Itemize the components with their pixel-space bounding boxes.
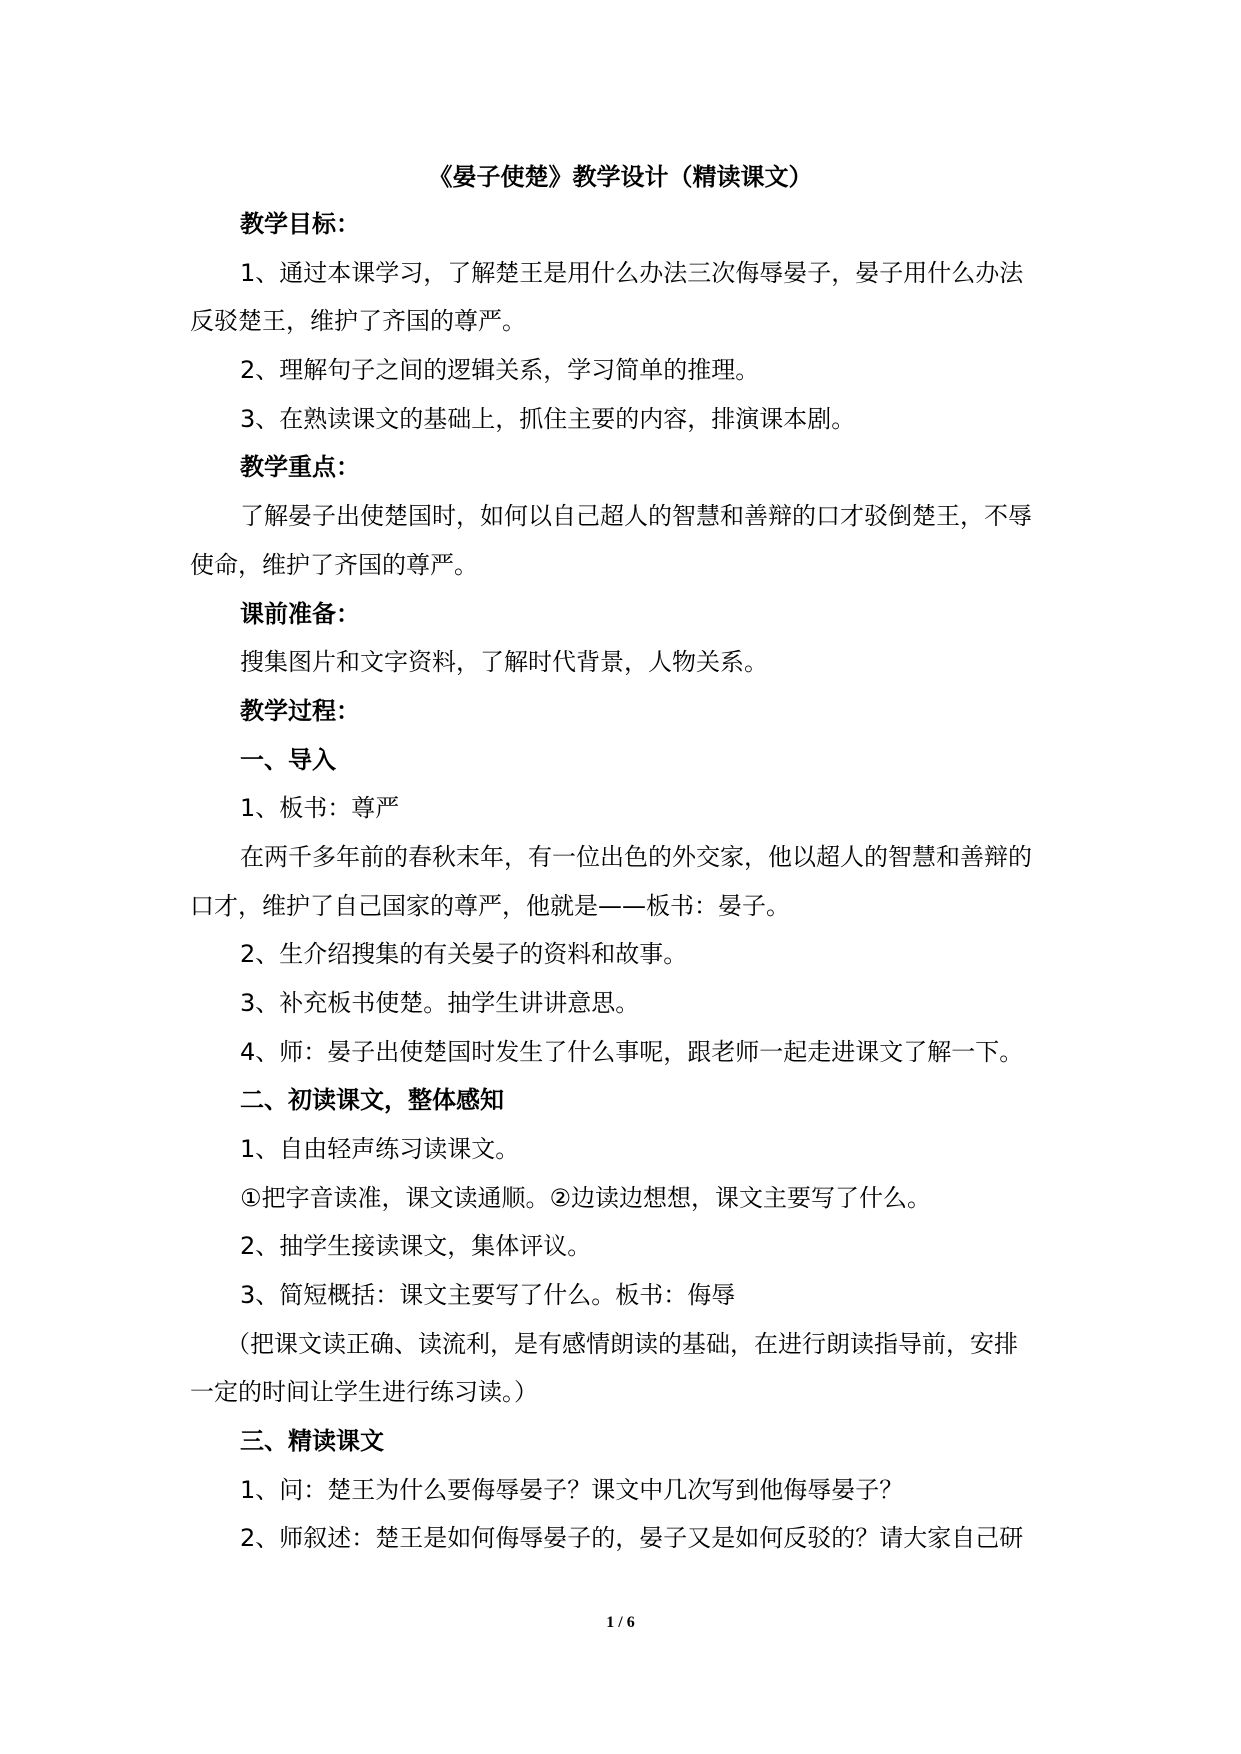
page-number: 1 / 6	[606, 1614, 635, 1631]
section-1-item-1: 1、板书：尊严	[240, 794, 400, 822]
section-2-item-1: 1、自由轻声练习读课文。	[240, 1135, 520, 1163]
section-1-item-2: 2、生介绍搜集的有关晏子的资料和故事。	[240, 940, 688, 968]
section-3-item-2: 2、师叙述：楚王是如何侮辱晏子的，晏子又是如何反驳的？请大家自己研	[240, 1524, 1024, 1552]
section-1-paragraph-line-2: 口才，维护了自己国家的尊严，他就是——板书：晏子。	[190, 892, 790, 920]
goal-2: 2、理解句子之间的逻辑关系，学习简单的推理。	[240, 356, 760, 384]
heading-teaching-process: 教学过程：	[240, 697, 360, 725]
section-2-heading: 二、初读课文，整体感知	[240, 1086, 504, 1114]
section-2-item-3: 3、简短概括：课文主要写了什么。板书：侮辱	[240, 1281, 736, 1309]
section-3-item-1: 1、问：楚王为什么要侮辱晏子？课文中几次写到他侮辱晏子？	[240, 1476, 904, 1504]
section-2-item-2: 2、抽学生接读课文，集体评议。	[240, 1232, 592, 1260]
section-1-item-4: 4、师：晏子出使楚国时发生了什么事呢，跟老师一起走进课文了解一下。	[240, 1038, 1024, 1066]
section-1-paragraph-line-1: 在两千多年前的春秋末年，有一位出色的外交家，他以超人的智慧和善辩的	[240, 843, 1032, 871]
section-1-item-3: 3、补充板书使楚。抽学生讲讲意思。	[240, 989, 640, 1017]
focus-line-1: 了解晏子出使楚国时，如何以自己超人的智慧和善辩的口才驳倒楚王，不辱	[240, 502, 1032, 530]
section-1-heading: 一、导入	[240, 746, 336, 774]
section-2-note-line-2: 一定的时间让学生进行练习读。）	[190, 1378, 538, 1406]
section-2-item-1-detail: ①把字音读准，课文读通顺。②边读边想想，课文主要写了什么。	[240, 1184, 932, 1212]
goal-3: 3、在熟读课文的基础上，抓住主要的内容，排演课本剧。	[240, 405, 856, 433]
document-title: 《晏子使楚》教学设计（精读课文）	[428, 163, 813, 191]
heading-teaching-focus: 教学重点：	[240, 453, 360, 481]
preparation-text: 搜集图片和文字资料，了解时代背景，人物关系。	[240, 648, 768, 676]
section-3-heading: 三、精读课文	[240, 1427, 384, 1455]
section-2-note-line-1: （把课文读正确、读流利，是有感情朗读的基础，在进行朗读指导前，安排	[226, 1330, 1018, 1358]
goal-1-line-2: 反驳楚王，维护了齐国的尊严。	[190, 307, 526, 335]
goal-1-line-1: 1、通过本课学习，了解楚王是用什么办法三次侮辱晏子，晏子用什么办法	[240, 259, 1024, 287]
heading-teaching-goals: 教学目标：	[240, 210, 360, 238]
heading-preparation: 课前准备：	[240, 600, 360, 628]
focus-line-2: 使命，维护了齐国的尊严。	[190, 551, 478, 579]
